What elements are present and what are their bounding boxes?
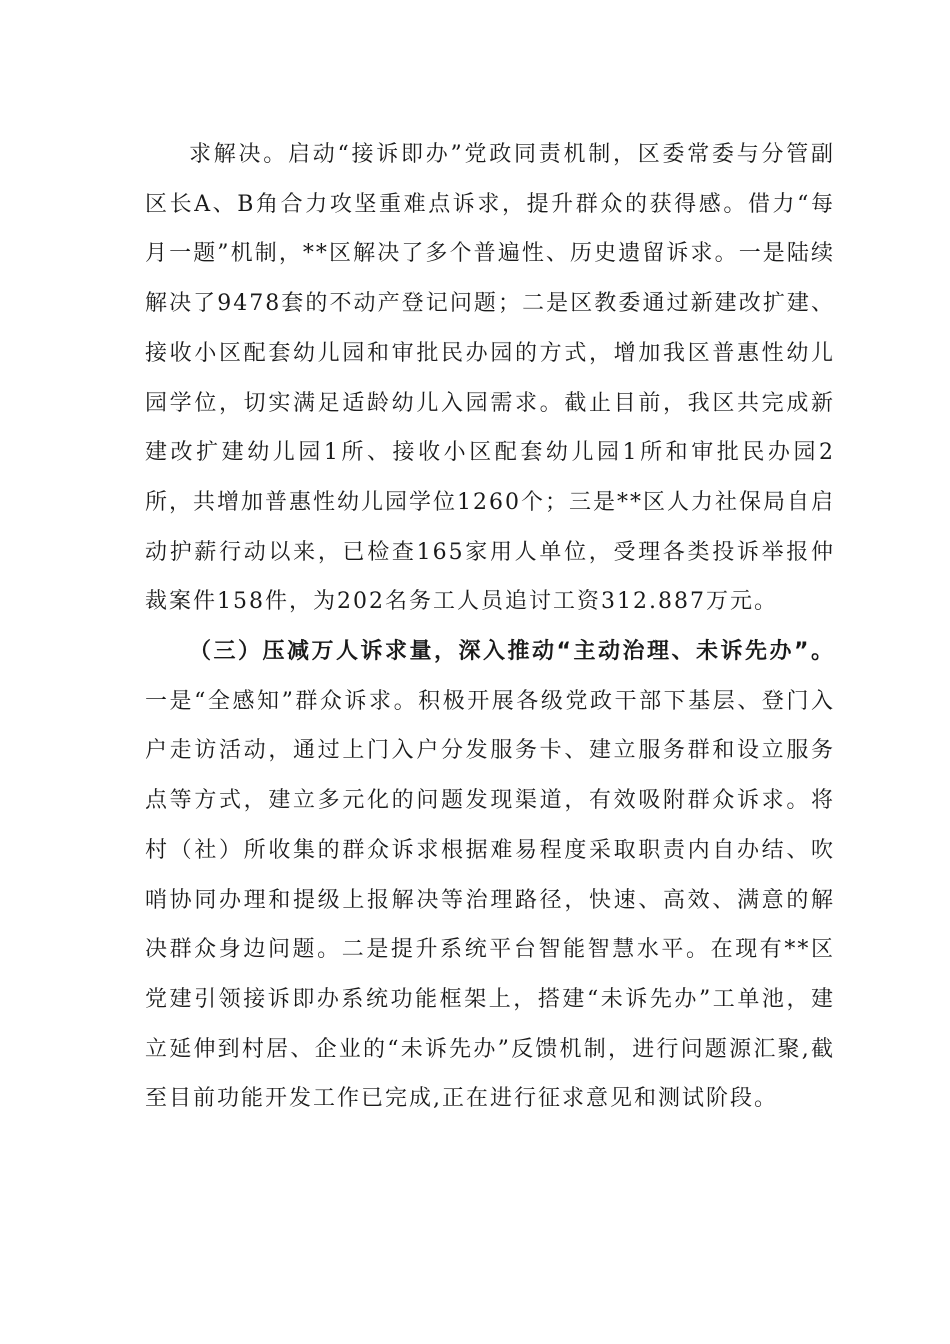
paragraph-1-text: 求解决。启动“接诉即办”党政同责机制，区委常委与分管副区长A、B角合力攻坚重难点诉求，提升群众的获得感。借力“每月一题”机制，**区解决了多个普遍性、历史遗留诉求。一是陆续解决了9478套的不动产登记问题；二是区教委通过新建改扩建、接收小区配套幼儿园和审批民办园的方式，增加我区普惠性幼儿园学位，切实满足适龄幼儿入园需求。截止目前，我区共完成新建改扩建幼儿园1所、接收小区配套幼儿园1所和审批民办园2所，共增加普惠性幼儿园学位1260个；三是**区人力社保局自启动护薪行动以来，已检查165家用人单位，受理各类投诉举报仲裁案件158件，为202名务工人员追讨工资312.887万元。 xyxy=(145,142,835,615)
paragraph-2-text: 一是“全感知”群众诉求。积极开展各级党政干部下基层、登门入户走访活动，通过上门入户分发服务卡、建立服务群和设立服务点等方式，建立多元化的问题发现渠道，有效吸附群众诉求。将村（社）所收集的群众诉求根据难易程度采取职责内自办结、吹哨协同办理和提级上报解决等治理路径，快速、高效、满意的解决群众身边问题。二是提升系统平台智能智慧水平。在现有**区党建引领接诉即办系统功能框架上，搭建“未诉先办”工单池，建立延伸到村居、企业的“未诉先办”反馈机制，进行问题源汇聚,截至目前功能开发工作已完成,正在进行征求意见和测试阶段。 xyxy=(145,688,835,1112)
section-heading: （三）压减万人诉求量，深入推动“主动治理、未诉先办”。 xyxy=(189,639,835,665)
paragraph-2 xyxy=(145,627,835,1124)
paragraph-1 xyxy=(145,130,835,627)
document-body xyxy=(145,130,835,1124)
